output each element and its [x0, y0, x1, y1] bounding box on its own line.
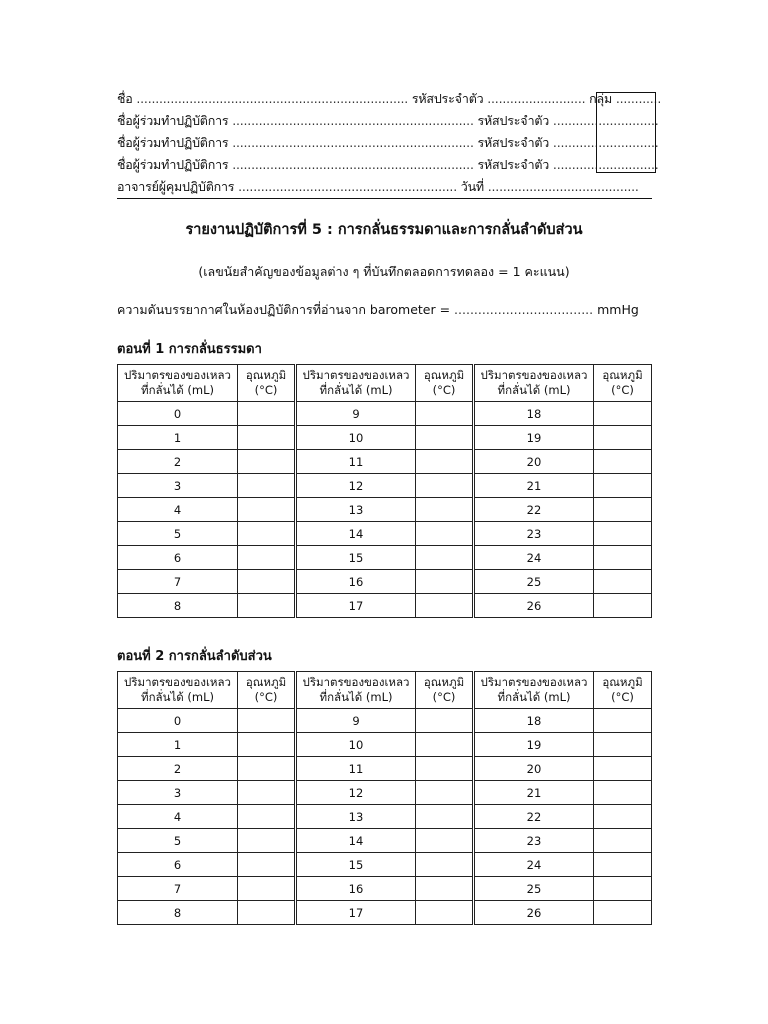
table-row — [118, 402, 652, 426]
group-label: กลุ่ม — [589, 91, 613, 106]
volume-header-line1: ปริมาตรของของเหลว — [302, 368, 410, 382]
volume-cell: 19 — [474, 426, 594, 450]
volume-cell: 22 — [474, 805, 594, 829]
pressure-row — [117, 300, 639, 320]
volume-cell: 19 — [474, 733, 594, 757]
table-fractional-distillation — [117, 671, 652, 925]
volume-cell: 3 — [118, 474, 238, 498]
volume-header-line1: ปริมาตรของของเหลว — [480, 675, 588, 689]
volume-cell: 20 — [474, 757, 594, 781]
temperature-entry-cell[interactable] — [594, 594, 652, 618]
temperature-entry-cell[interactable] — [238, 522, 296, 546]
volume-cell: 21 — [474, 781, 594, 805]
table-row — [118, 901, 652, 925]
partner-row-3 — [117, 155, 659, 175]
temperature-entry-cell[interactable] — [416, 877, 474, 901]
temperature-entry-cell[interactable] — [238, 450, 296, 474]
temperature-entry-cell[interactable] — [238, 853, 296, 877]
temperature-header-line2: (°C) — [611, 690, 634, 704]
temperature-entry-cell[interactable] — [594, 546, 652, 570]
advisor-label: อาจารย์ผู้คุมปฏิบัติการ — [117, 179, 235, 194]
volume-header-line2: ที่กลั่นได้ (mL) — [319, 690, 393, 704]
temperature-header-line2: (°C) — [611, 383, 634, 397]
table-row — [118, 709, 652, 733]
volume-cell: 21 — [474, 474, 594, 498]
volume-cell: 18 — [474, 709, 594, 733]
temperature-entry-cell[interactable] — [238, 733, 296, 757]
table-row — [118, 570, 652, 594]
temperature-entry-cell[interactable] — [238, 498, 296, 522]
header-divider — [117, 198, 652, 199]
volume-header-line1: ปริมาตรของของเหลว — [124, 675, 231, 689]
name-field[interactable]: ........................................................................ — [136, 91, 409, 106]
temperature-header — [238, 672, 296, 709]
volume-cell: 4 — [118, 805, 238, 829]
temperature-entry-cell[interactable] — [594, 901, 652, 925]
volume-cell: 17 — [296, 901, 416, 925]
volume-cell: 18 — [474, 402, 594, 426]
volume-cell: 11 — [296, 757, 416, 781]
volume-cell: 12 — [296, 474, 416, 498]
volume-cell: 23 — [474, 829, 594, 853]
table-row — [118, 474, 652, 498]
volume-cell: 22 — [474, 498, 594, 522]
student-id-label: รหัสประจำตัว — [411, 91, 484, 106]
table-row — [118, 781, 652, 805]
volume-cell: 24 — [474, 853, 594, 877]
table-row — [118, 594, 652, 618]
volume-cell: 17 — [296, 594, 416, 618]
volume-cell: 15 — [296, 853, 416, 877]
volume-cell: 5 — [118, 829, 238, 853]
table-row — [118, 757, 652, 781]
temperature-entry-cell[interactable] — [416, 781, 474, 805]
temperature-entry-cell[interactable] — [416, 709, 474, 733]
partner-id-field[interactable]: ............................ — [552, 157, 659, 172]
temperature-entry-cell[interactable] — [594, 450, 652, 474]
volume-cell: 8 — [118, 594, 238, 618]
temperature-header-line2: (°C) — [254, 383, 278, 397]
temperature-entry-cell[interactable] — [238, 546, 296, 570]
volume-header-line1: ปริมาตรของของเหลว — [124, 368, 231, 382]
temperature-entry-cell[interactable] — [594, 474, 652, 498]
volume-cell: 14 — [296, 522, 416, 546]
volume-cell: 7 — [118, 570, 238, 594]
temperature-entry-cell[interactable] — [416, 757, 474, 781]
temperature-entry-cell[interactable] — [238, 594, 296, 618]
table-row — [118, 877, 652, 901]
temperature-entry-cell[interactable] — [416, 594, 474, 618]
table-row — [118, 546, 652, 570]
volume-cell: 0 — [118, 402, 238, 426]
volume-header-line2: ที่กลั่นได้ (mL) — [141, 383, 214, 397]
partner-id-label: รหัสประจำตัว — [477, 113, 550, 128]
volume-header-line2: ที่กลั่นได้ (mL) — [497, 383, 571, 397]
temperature-entry-cell[interactable] — [416, 805, 474, 829]
volume-cell: 1 — [118, 733, 238, 757]
table-row — [118, 498, 652, 522]
volume-cell: 20 — [474, 450, 594, 474]
temperature-header-line1: อุณหภูมิ — [602, 675, 643, 689]
temperature-entry-cell[interactable] — [594, 757, 652, 781]
date-field[interactable]: ........................................ — [487, 179, 639, 194]
temperature-entry-cell[interactable] — [238, 829, 296, 853]
date-label: วันที่ — [460, 179, 484, 194]
partner-id-field[interactable]: ............................ — [552, 135, 659, 150]
temperature-entry-cell[interactable] — [238, 805, 296, 829]
temperature-entry-cell[interactable] — [594, 709, 652, 733]
volume-cell: 13 — [296, 498, 416, 522]
volume-cell: 5 — [118, 522, 238, 546]
volume-header — [296, 365, 416, 402]
partner-row-2 — [117, 133, 659, 153]
temperature-header-line2: (°C) — [432, 690, 456, 704]
section-1-title: ตอนที่ 1 การกลั่นธรรมดา — [117, 342, 262, 357]
temperature-entry-cell[interactable] — [416, 546, 474, 570]
temperature-header-line1: อุณหภูมิ — [602, 368, 643, 382]
temperature-header — [594, 365, 652, 402]
volume-cell: 7 — [118, 877, 238, 901]
partner-id-label: รหัสประจำตัว — [477, 135, 550, 150]
temperature-entry-cell[interactable] — [416, 402, 474, 426]
temperature-header-line1: อุณหภูมิ — [245, 368, 287, 382]
volume-cell: 9 — [296, 402, 416, 426]
volume-cell: 3 — [118, 781, 238, 805]
volume-cell: 4 — [118, 498, 238, 522]
temperature-entry-cell[interactable] — [416, 853, 474, 877]
volume-cell: 26 — [474, 594, 594, 618]
volume-header-line1: ปริมาตรของของเหลว — [480, 368, 588, 382]
temperature-entry-cell[interactable] — [416, 522, 474, 546]
temperature-entry-cell[interactable] — [238, 877, 296, 901]
temperature-header — [238, 365, 296, 402]
table-row — [118, 733, 652, 757]
temperature-entry-cell[interactable] — [238, 901, 296, 925]
temperature-entry-cell[interactable] — [238, 474, 296, 498]
temperature-entry-cell[interactable] — [416, 901, 474, 925]
volume-header-line2: ที่กลั่นได้ (mL) — [319, 383, 393, 397]
temperature-entry-cell[interactable] — [238, 402, 296, 426]
volume-cell: 6 — [118, 546, 238, 570]
temperature-header — [416, 365, 474, 402]
volume-cell: 11 — [296, 450, 416, 474]
volume-cell: 26 — [474, 901, 594, 925]
volume-cell: 2 — [118, 450, 238, 474]
table-row — [118, 522, 652, 546]
volume-cell: 14 — [296, 829, 416, 853]
temperature-entry-cell[interactable] — [594, 402, 652, 426]
temperature-entry-cell[interactable] — [416, 426, 474, 450]
temperature-header-line1: อุณหภูมิ — [245, 675, 287, 689]
table-row — [118, 853, 652, 877]
volume-cell: 10 — [296, 426, 416, 450]
temperature-header-line1: อุณหภูมิ — [423, 675, 465, 689]
temperature-entry-cell[interactable] — [416, 474, 474, 498]
pressure-field[interactable]: ................................... — [454, 302, 594, 317]
score-box[interactable] — [596, 92, 656, 173]
temperature-entry-cell[interactable] — [238, 781, 296, 805]
volume-header — [474, 672, 594, 709]
volume-cell: 8 — [118, 901, 238, 925]
volume-cell: 13 — [296, 805, 416, 829]
volume-cell: 24 — [474, 546, 594, 570]
temperature-entry-cell[interactable] — [238, 426, 296, 450]
volume-cell: 9 — [296, 709, 416, 733]
volume-cell: 25 — [474, 570, 594, 594]
report-title: รายงานปฏิบัติการที่ 5 : การกลั่นธรรมดาและการกลั่นลำดับส่วน — [185, 222, 583, 238]
name-label: ชื่อ — [117, 91, 133, 106]
partner-row-1 — [117, 111, 659, 131]
partner-label: ชื่อผู้ร่วมทำปฏิบัติการ — [117, 113, 229, 128]
volume-header-line2: ที่กลั่นได้ (mL) — [141, 690, 214, 704]
report-subtitle: (เลขนัยสำคัญของข้อมูลต่าง ๆ ที่บันทึกตลอดการทดลอง = 1 คะแนน) — [198, 264, 570, 279]
volume-cell: 16 — [296, 570, 416, 594]
temperature-entry-cell[interactable] — [416, 829, 474, 853]
name-row — [117, 89, 661, 109]
table-row — [118, 805, 652, 829]
temperature-header — [416, 672, 474, 709]
partner-id-field[interactable]: ............................ — [552, 113, 659, 128]
temperature-entry-cell[interactable] — [416, 450, 474, 474]
temperature-entry-cell[interactable] — [594, 570, 652, 594]
table-row — [118, 426, 652, 450]
temperature-entry-cell[interactable] — [594, 426, 652, 450]
volume-header — [118, 672, 238, 709]
volume-cell: 6 — [118, 853, 238, 877]
temperature-header-line1: อุณหภูมิ — [423, 368, 465, 382]
advisor-row — [117, 177, 639, 197]
volume-cell: 12 — [296, 781, 416, 805]
volume-header — [474, 365, 594, 402]
temperature-entry-cell[interactable] — [416, 498, 474, 522]
temperature-entry-cell[interactable] — [594, 829, 652, 853]
temperature-entry-cell[interactable] — [594, 853, 652, 877]
temperature-entry-cell[interactable] — [238, 709, 296, 733]
volume-cell: 2 — [118, 757, 238, 781]
temperature-entry-cell[interactable] — [238, 570, 296, 594]
temperature-entry-cell[interactable] — [416, 570, 474, 594]
advisor-field[interactable]: .......................................................... — [238, 179, 457, 194]
temperature-header-line2: (°C) — [432, 383, 456, 397]
temperature-entry-cell[interactable] — [594, 781, 652, 805]
pressure-label: ความดันบรรยากาศในห้องปฏิบัติการที่อ่านจาก barometer = — [117, 302, 451, 317]
section-2-title: ตอนที่ 2 การกลั่นลำดับส่วน — [117, 649, 272, 664]
volume-header — [296, 672, 416, 709]
temperature-entry-cell[interactable] — [594, 877, 652, 901]
table-row — [118, 829, 652, 853]
volume-cell: 10 — [296, 733, 416, 757]
volume-header-line2: ที่กลั่นได้ (mL) — [497, 690, 571, 704]
volume-cell: 16 — [296, 877, 416, 901]
volume-cell: 0 — [118, 709, 238, 733]
volume-header — [118, 365, 238, 402]
temperature-header — [594, 672, 652, 709]
temperature-entry-cell[interactable] — [416, 733, 474, 757]
pressure-unit: mmHg — [597, 302, 639, 317]
temperature-header-line2: (°C) — [254, 690, 278, 704]
table-row — [118, 450, 652, 474]
volume-header-line1: ปริมาตรของของเหลว — [302, 675, 410, 689]
temperature-entry-cell[interactable] — [238, 757, 296, 781]
partner-id-label: รหัสประจำตัว — [477, 157, 550, 172]
table-simple-distillation — [117, 364, 652, 618]
student-id-field[interactable]: .......................... — [487, 91, 586, 106]
volume-cell: 23 — [474, 522, 594, 546]
partner-label: ชื่อผู้ร่วมทำปฏิบัติการ — [117, 157, 229, 172]
temperature-entry-cell[interactable] — [594, 733, 652, 757]
partner-name-field[interactable]: ................................................................ — [232, 135, 474, 150]
partner-name-field[interactable]: ................................................................ — [232, 113, 474, 128]
volume-cell: 15 — [296, 546, 416, 570]
temperature-entry-cell[interactable] — [594, 498, 652, 522]
volume-cell: 25 — [474, 877, 594, 901]
temperature-entry-cell[interactable] — [594, 805, 652, 829]
group-field[interactable]: ............ — [615, 91, 662, 106]
partner-label: ชื่อผู้ร่วมทำปฏิบัติการ — [117, 135, 229, 150]
temperature-entry-cell[interactable] — [594, 522, 652, 546]
volume-cell: 1 — [118, 426, 238, 450]
partner-name-field[interactable]: ................................................................ — [232, 157, 474, 172]
